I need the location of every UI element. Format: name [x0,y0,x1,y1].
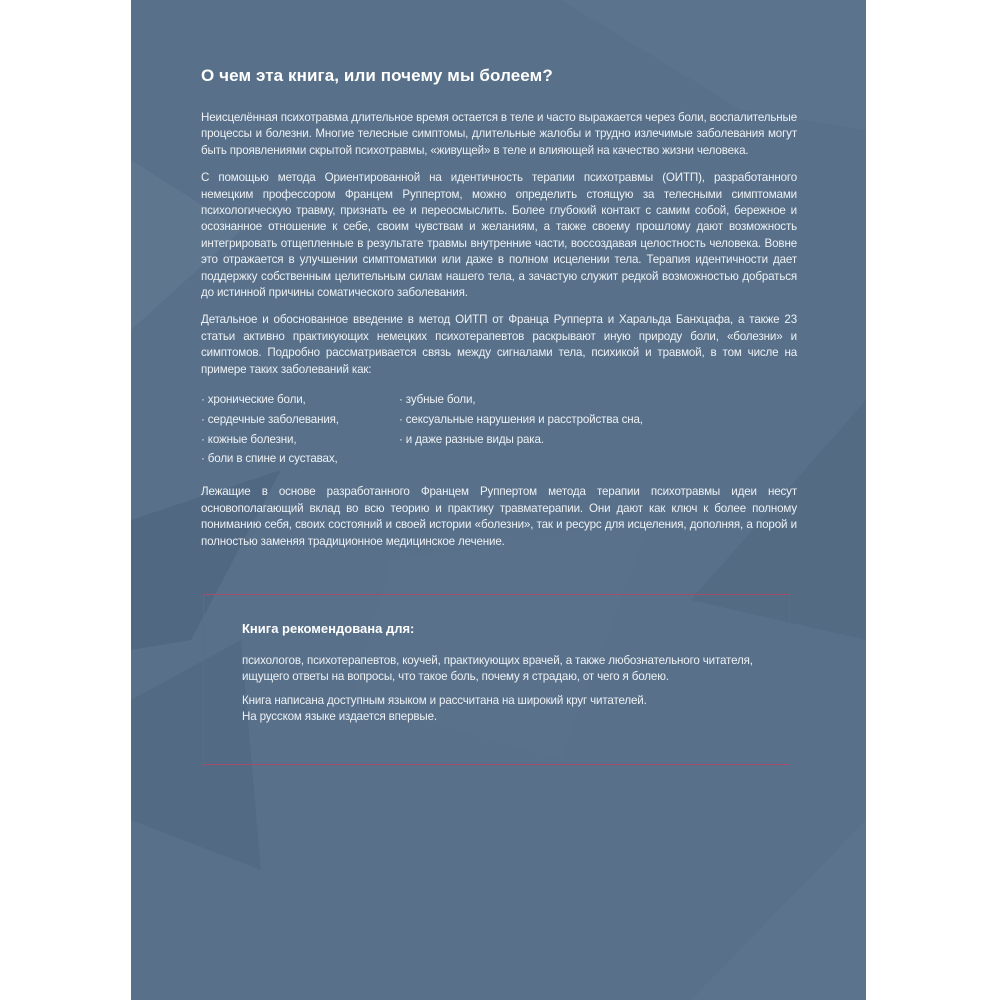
book-back-cover [131,0,866,1000]
audience-text [242,653,772,686]
recommendation-content [242,621,772,733]
disease-list [201,390,797,469]
publication-note [242,693,772,726]
list-item: · хронические боли, [201,393,306,407]
recommendation-box [203,594,790,765]
introduction-paragraph: Детальное и обоснованное введение в метод ОИТП от Франца Рупперта и Харальда Банхцафа, а также 23 статьи активно практикующих немецких психотерапевтов раскрывают иную природу боли, «болезни» и симптомов. Подробно рассматривается связь между сигналами тела, психикой и травмой, в том числе на примере таких заболеваний как: [201,313,797,376]
disease-list-right-column [399,390,643,469]
audience-line: психологов, психотерапевтов, коучей, практикующих врачей, а также любознательного читателя, [242,654,753,667]
audience-line: ищущего ответы на вопросы, что такое боль, почему я страдаю, от чего я болею. [242,670,669,684]
note-line: Книга написана доступным языком и рассчитана на широкий круг читателей. [242,693,647,707]
list-item: · сексуальные нарушения и расстройства сна, [399,412,643,426]
method-paragraph: С помощью метода Ориентированной на идентичность терапии психотравмы (ОИТП), разработанного немецким профессором Францем Руппертом, можно определить стоящую за телесными симптомами психологическую травму, признать ее и переосмыслить. Более глубокий контакт с самим собой, бережное и осознанное отношение к себе, своим чувствам и желаниям, а также своему прошлому дают возможность интегрировать отщепленные в результате травмы внутренние части, воссоздавая целостность человека. Вовне это отражается в улучшении симптоматики или даже в полном исцелении тела. Терапия идентичности дает поддержку собственным целительным силам нашего тела, а зачастую служит редкой возможностью добраться до истинной причины соматического заболевания. [201,171,797,300]
list-item: · сердечные заболевания, [201,412,339,426]
section-heading: О чем эта книга, или почему мы болеем? [201,66,553,85]
list-item: · и даже разные виды рака. [399,432,544,446]
closing-paragraph: Лежащие в основе разработанного Францем Руппертом метода терапии психотравмы идеи несут основополагающий вклад во всю теорию и практику травматерапии. Они дают как ключ к более полному пониманию себя, своих состояний и своей истории «болезни», так и ресурс для исцеления, дополняя, а порой и полностью заменяя традиционное медицинское лечение. [201,485,797,548]
list-item: · зубные боли, [399,393,476,407]
description-section [201,62,797,561]
bg-shape-bottom-right [691,820,866,1000]
intro-paragraph: Неисцелённая психотравма длительное время остается в теле и часто выражается через боли, воспалительные процессы и болезни. Многие телесные симптомы, длительные жалобы и трудно излечимые заболевания могут быть проявлениями скрытой психотравмы, «живущей» в теле и влияющей на качество жизни человека. [201,111,797,157]
note-line: На русском языке издается впервые. [242,710,437,724]
list-item: · боли в спине и суставах, [201,452,338,466]
recommendation-title: Книга рекомендована для: [242,621,415,636]
list-item: · кожные болезни, [201,432,297,446]
disease-list-left-column [201,390,399,469]
